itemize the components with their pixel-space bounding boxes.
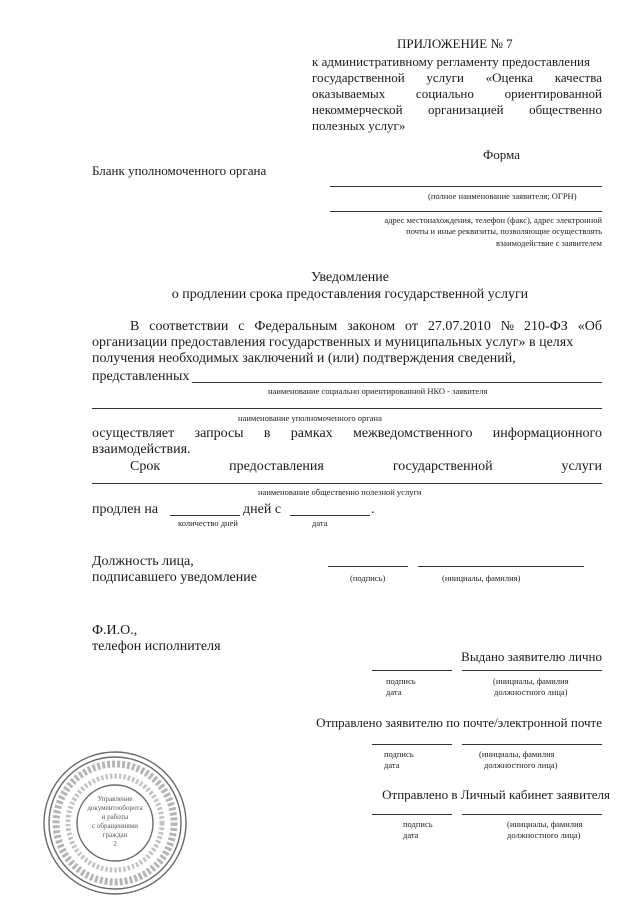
applicant-line xyxy=(330,186,602,187)
delivery-mail-title: Отправлено заявителю по почте/электронной почте xyxy=(316,715,602,730)
interaction-label: взаимодействия. xyxy=(92,442,191,457)
appendix-line-5: полезных услуг» xyxy=(312,118,406,133)
delivery-personal-title: Выдано заявителю лично xyxy=(461,649,602,664)
applicant-hint: (полное наименование заявителя; ОГРН) xyxy=(428,191,577,201)
blank-label: Бланк уполномоченного органа xyxy=(92,163,267,178)
days-label: дней с xyxy=(243,502,282,517)
body-line-3: получения необходимых заключений и (или) подтверждения сведений, xyxy=(92,351,516,366)
position-line-1: Должность лица, xyxy=(92,554,194,569)
delivery-mail-sign-hint: подпись xyxy=(384,749,414,759)
period-end: . xyxy=(371,502,375,517)
executor-fio: Ф.И.О., xyxy=(92,623,138,638)
delivery-personal-sign-line[interactable] xyxy=(372,670,452,671)
svg-text:граждан: граждан xyxy=(102,831,128,839)
document-subtitle: о продлении срока предоставления государственной услуги xyxy=(171,287,529,302)
delivery-mail-name-line[interactable] xyxy=(462,744,602,745)
service-line xyxy=(92,483,602,484)
body-line-2: организации предоставления государственных и муниципальных услуг» в целях xyxy=(92,335,574,350)
delivery-mail-name-hint-2: должностного лица) xyxy=(484,760,558,770)
delivery-personal-date-hint: дата xyxy=(386,687,402,697)
delivery-cabinet-date-hint: дата xyxy=(403,830,419,840)
appendix-line-4: некоммерческой организацией общественно xyxy=(312,102,602,117)
delivery-personal-sign-hint: подпись xyxy=(386,676,416,686)
nko-line xyxy=(192,382,602,383)
delivery-mail-name-hint-1: (инициалы, фамилия xyxy=(479,749,555,759)
days-hint: количество дней xyxy=(178,518,238,528)
delivery-personal-name-hint-1: (инициалы, фамилия xyxy=(493,676,569,686)
address-hint-3: взаимодействие с заявителем xyxy=(495,238,602,248)
appendix-line-3: оказываемых социально ориентированной xyxy=(312,86,602,101)
requests-line: осуществляет запросы в рамках межведомственного информационного xyxy=(92,426,602,441)
position-line-2: подписавшего уведомление xyxy=(92,570,257,585)
svg-text:документооборота: документооборота xyxy=(87,804,143,812)
delivery-personal-name-line[interactable] xyxy=(462,670,602,671)
official-stamp-icon xyxy=(40,748,190,898)
form-label: Форма xyxy=(483,147,520,162)
document-title: Уведомление xyxy=(310,270,389,285)
signer-name-hint: (инициалы, фамилия) xyxy=(442,573,521,583)
svg-text:Управление: Управление xyxy=(97,795,133,803)
delivery-personal-name-hint-2: должностного лица) xyxy=(494,687,568,697)
delivery-cabinet-name-line[interactable] xyxy=(462,814,602,815)
service-hint: наименование общественно полезной услуги xyxy=(258,487,422,497)
nko-hint: наименование социально ориентированной НКО - заявителя xyxy=(268,386,488,396)
organ-line xyxy=(92,408,602,409)
appendix-line-1: к административному регламенту предоставления xyxy=(312,54,590,69)
svg-text:с обращениями: с обращениями xyxy=(92,822,138,830)
organ-hint: наименование уполномоченного органа xyxy=(238,413,382,423)
address-hint-2: почты и иные реквизиты, позволяющие осуществлять xyxy=(406,226,602,236)
signature-line[interactable] xyxy=(328,566,408,567)
delivery-mail-date-hint: дата xyxy=(384,760,400,770)
executor-phone: телефон исполнителя xyxy=(92,639,221,654)
svg-text:2: 2 xyxy=(113,840,117,848)
stamp-center-text xyxy=(87,795,143,848)
signer-name-line[interactable] xyxy=(418,566,584,567)
delivery-cabinet-sign-line[interactable] xyxy=(372,814,452,815)
days-line[interactable] xyxy=(170,515,240,516)
address-hint-1: адрес местонахождения, телефон (факс), адрес электронной xyxy=(384,215,602,225)
term-line: Срок предоставления государственной услуги xyxy=(130,459,602,474)
sign-hint: (подпись) xyxy=(350,573,386,583)
body-line-1: В соответствии с Федеральным законом от 27.07.2010 № 210-ФЗ «Об xyxy=(130,319,602,334)
date-hint: дата xyxy=(312,518,328,528)
appendix-line-2: государственной услуги «Оценка качества xyxy=(312,70,602,85)
delivery-cabinet-name-hint-1: (инициалы, фамилия xyxy=(507,819,583,829)
delivery-cabinet-name-hint-2: должностного лица) xyxy=(507,830,581,840)
delivery-cabinet-title: Отправлено в Личный кабинет заявителя xyxy=(382,787,610,802)
delivery-cabinet-sign-hint: подпись xyxy=(403,819,433,829)
delivery-mail-sign-line[interactable] xyxy=(372,744,452,745)
date-line[interactable] xyxy=(290,515,370,516)
address-line xyxy=(330,211,602,212)
appendix-number: ПРИЛОЖЕНИЕ № 7 xyxy=(397,36,513,51)
svg-text:и работы: и работы xyxy=(101,813,129,821)
presented-label: представленных xyxy=(92,369,190,384)
extended-label: продлен на xyxy=(92,502,159,517)
